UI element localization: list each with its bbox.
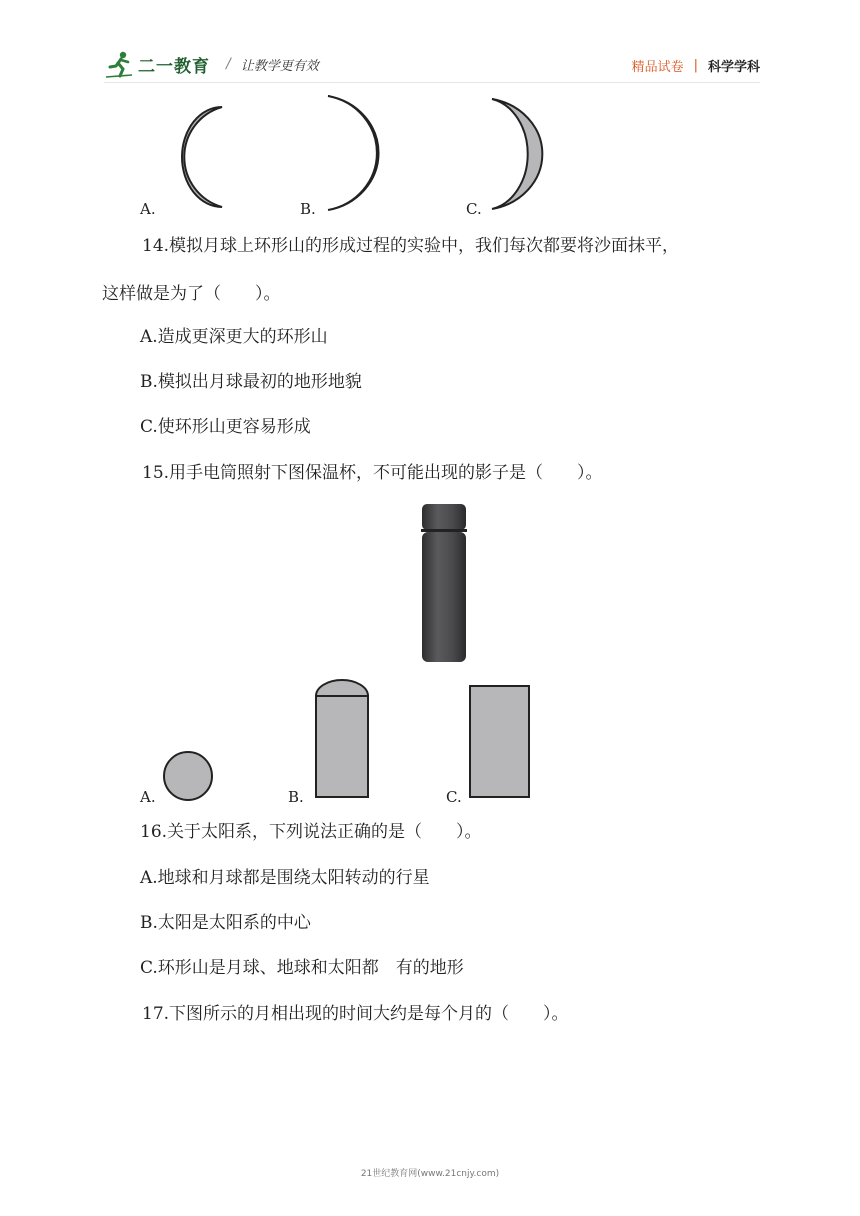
subject-label: 科学学科 xyxy=(707,60,760,75)
page-header xyxy=(0,0,860,90)
q14-option-b: B.模拟出月球最初的地形地貌 xyxy=(140,372,362,392)
q13-option-c: C. xyxy=(466,200,482,218)
q15-stem: 15.用手电筒照射下图保温杯，不可能出现的影子是（ ）。 xyxy=(142,463,603,483)
logo-divider: / xyxy=(226,56,231,72)
rectangle-shadow-icon xyxy=(468,684,532,800)
q14-stem-line2: 这样做是为了（ ）。 xyxy=(102,284,281,304)
crescent-right-icon xyxy=(488,96,560,214)
brand-slogan: 让教学更有效 xyxy=(240,58,319,74)
q14-option-a: A.造成更深更大的环形山 xyxy=(140,327,328,347)
q16-option-a: A.地球和月球都是围绕太阳转动的行星 xyxy=(140,868,430,888)
brand-name: 二一教育 xyxy=(138,56,210,77)
page-footer: 21世纪教育网(www.21cnjy.com) xyxy=(360,1169,500,1179)
q14-stem-line1: 14.模拟月球上环形山的形成过程的实验中，我们每次都要将沙面抹平， xyxy=(142,236,680,256)
crescent-left-icon xyxy=(160,104,224,210)
q15-option-a: A. xyxy=(140,788,156,806)
q14-option-c: C.使环形山更容易形成 xyxy=(140,417,311,437)
q15-option-b: B. xyxy=(288,788,304,806)
paper-tag: 精品试卷 xyxy=(631,60,684,75)
logo xyxy=(104,48,319,80)
header-divider xyxy=(104,82,760,83)
q16-option-c: C.环形山是月球、地球和太阳都 有的地形 xyxy=(140,958,464,978)
q13-option-a: A. xyxy=(140,200,156,218)
q16-stem: 16.关于太阳系，下列说法正确的是（ ）。 xyxy=(140,822,482,842)
circle-shadow-icon xyxy=(162,750,214,802)
q15-option-c: C. xyxy=(446,788,462,806)
header-separator: | xyxy=(693,58,698,73)
q17-stem: 17.下图所示的月相出现的时间大约是每个月的（ ）。 xyxy=(142,1004,569,1024)
rounded-top-rectangle-shadow-icon xyxy=(312,678,372,800)
q16-option-b: B.太阳是太阳系的中心 xyxy=(140,913,311,933)
q13-option-b: B. xyxy=(300,200,316,218)
header-tags xyxy=(632,56,760,75)
half-moon-right-icon xyxy=(322,94,392,214)
thermos-icon xyxy=(418,502,470,666)
runner-logo-icon xyxy=(104,49,134,79)
